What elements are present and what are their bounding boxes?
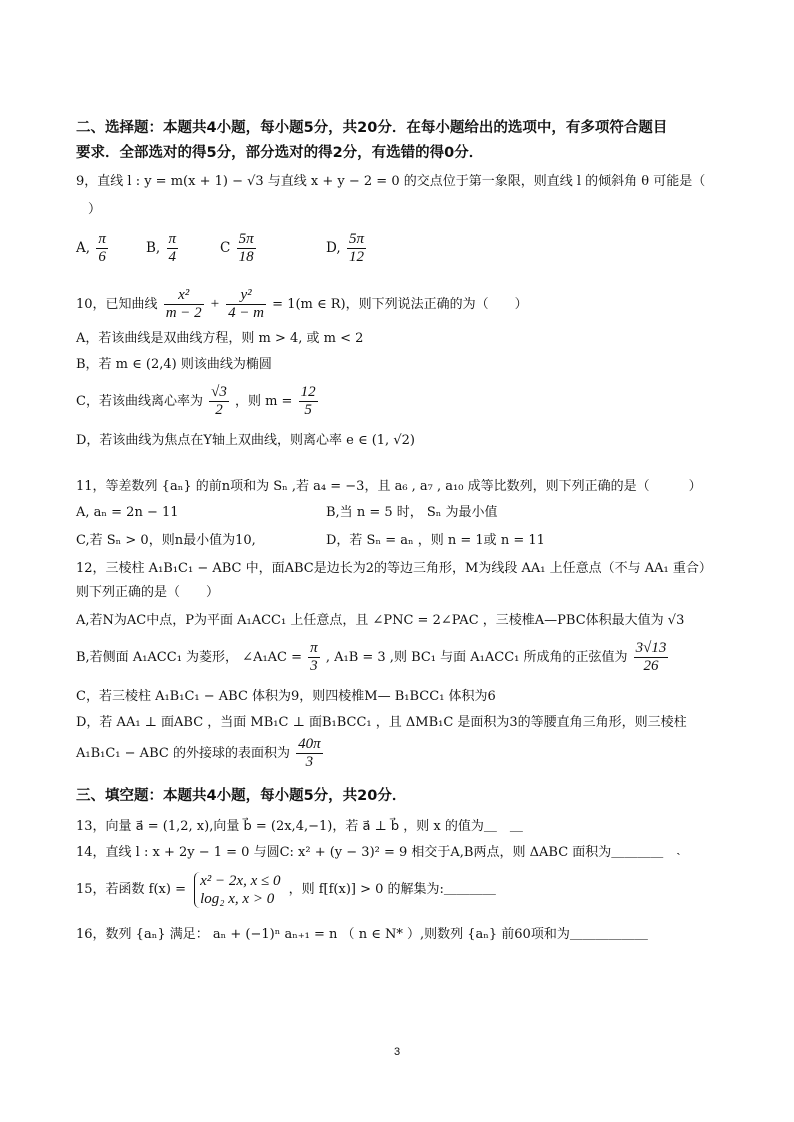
page-number: 3 [393, 1046, 401, 1058]
q9-choice-c [220, 231, 258, 266]
q12-option-b-fraction1 [308, 640, 320, 675]
q9-stem: 9，直线 l : y = m(x + 1) − √3 与直线 x + y − 2 = 0 的交点位于第一象限，则直线 l 的倾斜角 θ 可能是（ [76, 174, 706, 189]
q10-option-c-mid: ，则 m = [234, 394, 293, 409]
q14: 14，直线 l : x + 2y − 1 = 0 与圆C: x² + (y − 3)² = 9 相交于A,B两点，则 ΔABC 面积为＿＿＿＿ ˴ [76, 845, 681, 860]
q12-option-b-fraction2 [634, 640, 669, 675]
q10-fraction-x [164, 287, 204, 322]
choice-fraction [237, 231, 256, 266]
q11-option-b: B,当 n = 5 时， Sₙ 为最小值 [326, 505, 498, 520]
q10-suffix: = 1(m ∈ R)，则下列说法正确的为（ ） [272, 297, 528, 312]
numerator: π [310, 640, 318, 656]
numerator: 5π [238, 231, 254, 247]
q9-choice-a [76, 231, 110, 266]
q10-stem [76, 286, 754, 323]
q15 [76, 870, 754, 910]
numerator: π [168, 231, 177, 247]
denominator: 18 [238, 249, 254, 265]
q10-prefix: 10，已知曲线 [76, 297, 158, 312]
q15-case-2: log₂ x, x > 0 [200, 890, 275, 907]
q12-option-a: A,若N为AC中点，P为平面 A₁ACC₁ 上任意点，且 ∠PNC = 2∠PAC ，三棱椎A—PBC体积最大值为 √3 [76, 613, 685, 628]
section2-heading-line1: 二、选择题：本题共4小题，每小题5分，共20分．在每小题给出的选项中，有多项符合题目 [76, 120, 668, 136]
q13: 13，向量 a⃗ = (1,2, x),向量 b⃗ = (2x,4,−1)，若 a⃗ ⊥ b⃗ ，则 x 的值为＿ ＿ [76, 819, 523, 834]
q11-option-c: C,若 Sₙ > 0，则n最小值为10, [76, 533, 256, 548]
choice-fraction [96, 231, 108, 266]
q12-option-b-prefix: B,若侧面 A₁ACC₁ 为菱形， ∠A₁AC = [76, 650, 303, 665]
q15-piecewise [194, 872, 280, 908]
q10-option-c-fraction1 [209, 384, 229, 419]
q10-option-d: D，若该曲线为焦点在Y轴上双曲线，则离心率 e ∈ (1, √2) [76, 433, 415, 448]
choice-fraction [167, 231, 179, 266]
q16: 16，数列 {aₙ} 满足： aₙ + (−1)ⁿ aₙ₊₁ = n （ n ∈ N* ）,则数列 {aₙ} 前60项和为＿＿＿＿＿＿ [76, 927, 648, 942]
q12-stem-line2: 则下列正确的是（ ） [76, 585, 220, 600]
q10-option-a: A，若该曲线是双曲线方程，则 m > 4, 或 m < 2 [76, 331, 364, 346]
q15-prefix: 15，若函数 f(x) = [76, 882, 186, 897]
denominator: 4 [168, 249, 177, 265]
denominator: 6 [98, 249, 106, 265]
denominator: 5 [304, 402, 312, 418]
denominator: 3 [310, 658, 318, 674]
q9-choice-b [146, 231, 180, 266]
numerator: 3√13 [635, 640, 667, 656]
numerator: √3 [211, 384, 227, 400]
denominator: 2 [215, 402, 223, 418]
choice-label: A, [76, 240, 91, 256]
numerator: 5π [348, 231, 364, 247]
q9-choice-d [326, 231, 368, 266]
q11-stem: 11，等差数列 {aₙ} 的前n项和为 Sₙ ,若 a₄ = −3，且 a₆ , a₇ , a₁₀ 成等比数列，则下列正确的是（ ） [76, 479, 702, 494]
choice-label: C [220, 240, 231, 256]
q11-option-a: A, aₙ = 2n − 11 [76, 505, 179, 520]
q10-option-c-prefix: C，若该曲线离心率为 [76, 394, 203, 409]
q12-option-b-mid: , A₁B = 3 ,则 BC₁ 与面 A₁ACC₁ 所成角的正弦值为 [325, 650, 628, 665]
denominator: 4 − m [228, 305, 265, 321]
q15-suffix: ，则 f[f(x)] > 0 的解集为:＿＿＿＿ [288, 882, 496, 897]
q12-option-d-line1: D，若 AA₁ ⊥ 面ABC ，当面 MB₁C ⊥ 面B₁BCC₁ ，且 ΔMB₁C 是面积为3的等腰直角三角形，则三棱柱 [76, 715, 687, 730]
numerator: 40π [298, 736, 321, 752]
choice-label: D, [326, 240, 341, 256]
choice-fraction [347, 231, 366, 266]
section3-heading: 三、填空题：本题共4小题，每小题5分，共20分． [76, 788, 407, 804]
numerator: 12 [300, 384, 316, 400]
q12-stem-line1: 12，三棱柱 A₁B₁C₁ − ABC 中，面ABC是边长为2的等边三角形，M为线段 AA₁ 上任意点（不与 AA₁ 重合） [76, 561, 712, 576]
numerator: π [98, 231, 106, 247]
numerator: y² [226, 287, 266, 305]
choice-label: B, [146, 240, 161, 256]
q11-option-d: D，若 Sₙ = aₙ ，则 n = 1或 n = 11 [326, 533, 545, 548]
q12-option-d-fraction [296, 736, 323, 771]
denominator: 12 [348, 249, 364, 265]
q12-option-c: C，若三棱柱 A₁B₁C₁ − ABC 体积为9，则四棱椎M— B₁BCC₁ 体积为6 [76, 689, 496, 704]
plus-sign: + [209, 296, 220, 312]
denominator: m − 2 [165, 305, 202, 321]
q10-option-c-fraction2 [299, 384, 318, 419]
denominator: 26 [643, 658, 659, 674]
q12-option-b [76, 640, 754, 676]
q10-option-b: B，若 m ∈ (2,4) 则该曲线为椭圆 [76, 357, 272, 372]
section2-heading-line2: 要求．全部选对的得5分，部分选对的得2分，有选错的得0分． [76, 145, 484, 161]
q15-case-1: x² − 2x, x ≤ 0 [200, 872, 281, 889]
q10-option-c [76, 384, 754, 420]
q12-option-d-prefix: A₁B₁C₁ − ABC 的外接球的表面积为 [76, 746, 290, 761]
q12-option-d-line2 [76, 736, 754, 772]
denominator: 3 [305, 754, 314, 770]
numerator: x² [164, 287, 204, 305]
q10-fraction-y [226, 287, 266, 322]
q9-stem-close: ） [88, 202, 102, 217]
